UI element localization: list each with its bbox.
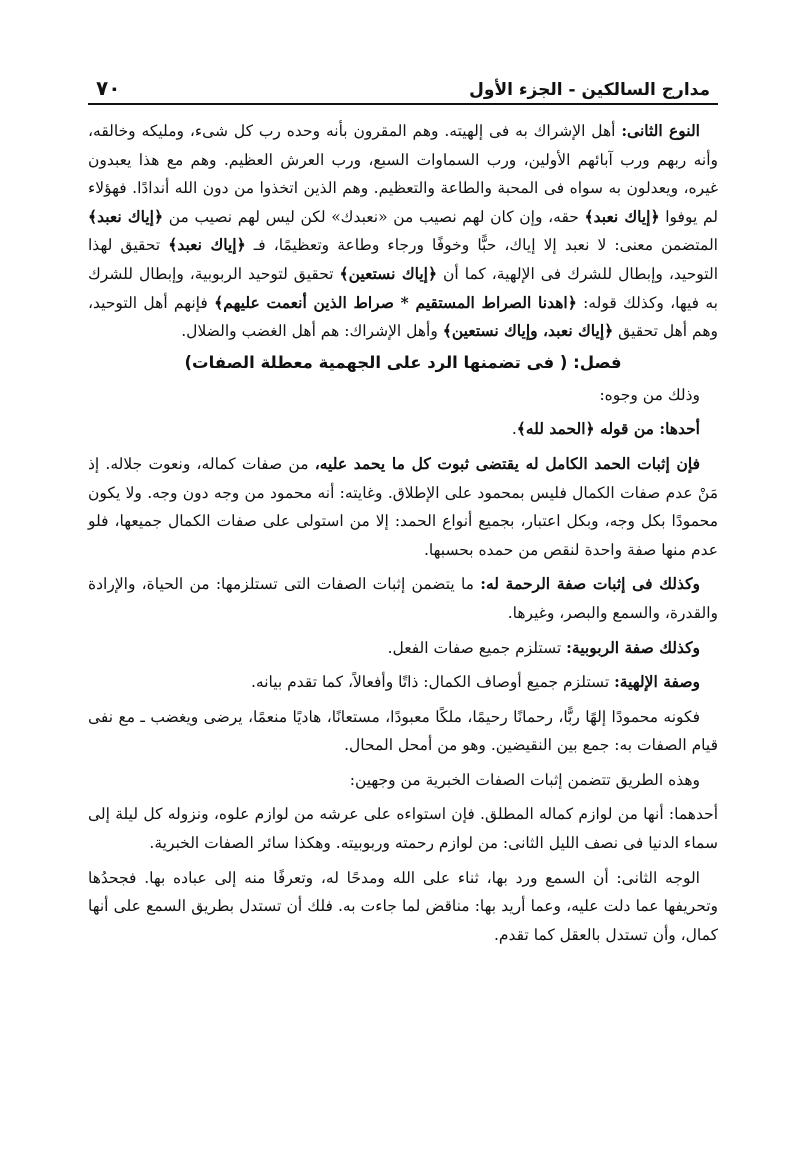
paragraph-text: فإنهم أهل التوحيد، وهم أهل تحقيق	[88, 293, 718, 341]
paragraph-praise	[88, 450, 718, 564]
book-page	[88, 68, 718, 949]
paragraph-first-aspect	[88, 415, 718, 444]
paragraph-divinity	[88, 668, 718, 697]
quran-quote: ﴿اهدنا الصراط المستقيم * صراط الذين أنعمت عليهم﴾	[214, 292, 577, 312]
section-heading: فصل: ( فى تضمنها الرد على الجهمية معطلة الصفات)	[184, 352, 622, 372]
paragraph-first-way: أحدهما: أنها من لوازم كماله المطلق. فإن استواءه على عرشه من لوازم علوه، ونزوله كل ليلة إلى سماء الدنيا فى نصف الليل الثانى: من لوازم رحمته وربوبيته. وهكذا سائر الصفات الخبرية.	[88, 805, 718, 853]
paragraph-contradiction: فكونه محمودًا إلهًا ربًّا، رحمانًا رحيمًا، ملكًا معبودًا، مستعانًا، هاديًا منعمًا، يرضى ويغضب ـ مع نفى قيام الصفات به: جمع بين النقيضين. وهو من أمحل المحال.	[88, 707, 718, 755]
running-title: مدارج السالكين - الجزء الأول	[469, 80, 710, 100]
paragraph-lead: وصفة الإلهية:	[614, 672, 700, 692]
paragraph-mercy	[88, 570, 718, 627]
paragraph-lead: النوع الثانى:	[621, 121, 700, 140]
paragraph-text: تستلزم جميع صفات الفعل.	[387, 638, 567, 657]
quran-quote: ﴿إياك نعبد﴾	[88, 206, 164, 226]
page-header	[88, 68, 718, 105]
quran-quote: ﴿إياك نعبد﴾	[168, 235, 246, 255]
paragraph-informative-attributes: وهذه الطريق تتضمن إثبات الصفات الخبرية من وجهين:	[349, 770, 700, 789]
paragraph-text: من صفات كماله، ونعوت جلاله. إذ مَنْ عدم صفات الكمال فليس بمحمود على الإطلاق. وغايته: أنه محمود من وجه دون وجه. ولا يكون محمودًا بكل وجه، وبكل اعتبار، بجميع أنواع الحمد: إلا من استولى على صفات الكمال جميعها، فلو عدم منها صفة واحدة لنقص من حمده بحسبها.	[88, 454, 718, 559]
paragraph-text: .	[511, 420, 517, 439]
paragraph-aspects: وذلك من وجوه:	[599, 385, 700, 404]
body-text	[88, 117, 718, 949]
paragraph-text: تحقيق لهذا التوحيد، وإبطال للشرك فى الإلهية، كما أن	[88, 236, 718, 283]
quran-quote: ﴿إياك نستعين﴾	[339, 263, 438, 283]
paragraph-second-way: الوجه الثانى: أن السمع ورد بها، ثناء على الله ومدحًا له، وتعرفًا منه إلى عباده بها. فجحدُها وتحريفها عما دلت عليه، وعما أريد بها: مناقض لما جاءت به. فلك أن تستدل بطريق السمع على أنها كمال، وأن تستدل بالعقل كما تقدم.	[88, 868, 718, 944]
paragraph-text: وأهل الإشراك: هم أهل الغضب والضلال.	[181, 322, 443, 341]
paragraph-text: المتضمن معنى: لا نعبد إلا إياك، حبًّا وخوفًا ورجاء وطاعة وتعظيمًا، فـ	[245, 236, 718, 255]
paragraph-lordship	[88, 634, 718, 663]
paragraph-lead: وكذلك فى إثبات صفة الرحمة له:	[480, 574, 700, 594]
paragraph-lead: وكذلك صفة الربوبية:	[566, 637, 700, 657]
quran-quote: ﴿الحمد لله﴾	[516, 419, 595, 439]
paragraph-text: أهل الإشراك به فى إلهيته. وهم المقرون بأنه وحده رب كل شىء، ومليكه وخالقه، وأنه ربهم ورب آبائهم الأولين، ورب السماوات السبع، ورب العرش العظيم. وهم مع هذا يعبدون غيره، ويعدلون به سواه فى المحبة والطاعة والتعظيم. وهم الذين اتخذوا من دون الله أندادًا. فهؤلاء لم يوفوا	[88, 122, 718, 226]
paragraph-text: تستلزم جميع أوصاف الكمال: ذاتًا وأفعالاً، كما تقدم بيانه.	[250, 673, 615, 692]
paragraph-lead: أحدها: من قوله	[594, 419, 700, 439]
paragraph-text: تحقيق لتوحيد الربوبية، وإبطال للشرك به فيها، وكذلك قوله:	[88, 264, 718, 312]
page-number: ٧٠	[96, 76, 121, 100]
quran-quote: ﴿إياك نعبد، وإياك نستعين﴾	[442, 321, 614, 341]
paragraph-text: حقه، وإن كان لهم نصيب من «نعبدك» لكن ليس لهم نصيب من	[163, 207, 585, 226]
quran-quote: ﴿إياك نعبد﴾	[584, 206, 660, 226]
paragraph-text: ما يتضمن إثبات الصفات التى تستلزمها: من الحياة، والإرادة والقدرة، والسمع والبصر، وغيرها.	[88, 575, 718, 622]
paragraph-second-type	[88, 117, 718, 346]
paragraph-lead: فإن إثبات الحمد الكامل له يقتضى ثبوت كل ما يحمد عليه،	[314, 453, 701, 473]
